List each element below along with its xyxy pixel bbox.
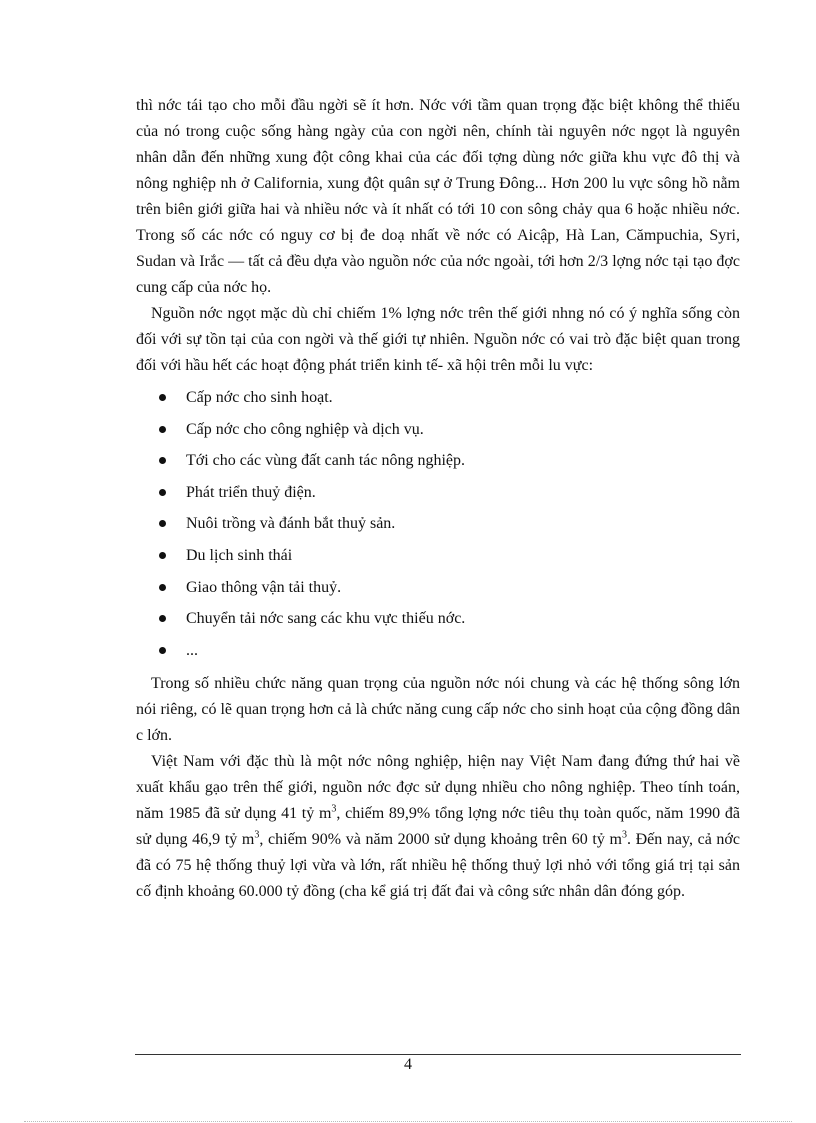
bullet-icon bbox=[159, 552, 166, 559]
list-item: Chuyển tải nớc sang các khu vực thiếu nớc. bbox=[136, 606, 740, 638]
superscript: 3 bbox=[254, 830, 260, 842]
superscript: 3 bbox=[621, 830, 627, 842]
list-item: ... bbox=[136, 638, 740, 670]
bullet-icon bbox=[159, 489, 166, 496]
bullet-icon bbox=[159, 615, 166, 622]
bullet-icon bbox=[159, 426, 166, 433]
list-item: Nuôi trồng và đánh bắt thuỷ sản. bbox=[136, 511, 740, 543]
page-number: 4 bbox=[404, 1056, 412, 1073]
list-item: Cấp nớc cho công nghiệp và dịch vụ. bbox=[136, 417, 740, 449]
paragraph-2: Nguồn nớc ngọt mặc dù chỉ chiếm 1% lợng nớc trên thế giới nhng nó có ý nghĩa sống còn đối với sự tồn tại của con ngời và thế giới tự nhiên. Nguồn nớc có vai trò đặc biệt quan trong đối với hầu hết các hoạt động phát triển kinh tế- xã hội trên mỗi lu vực: bbox=[136, 305, 740, 374]
list-item: Phát triển thuỷ điện. bbox=[136, 480, 740, 512]
list-item: Cấp nớc cho sinh hoạt. bbox=[136, 385, 740, 417]
bullet-list bbox=[136, 385, 740, 669]
page-body bbox=[136, 93, 740, 905]
superscript: 3 bbox=[331, 804, 337, 816]
paragraph-1: thì nớc tái tạo cho mỗi đầu ngời sẽ ít hơn. Nớc với tầm quan trọng đặc biệt không thể thiếu của nó trong cuộc sống hàng ngày của con ngời nên, chính tài nguyên nớc ngọt là nguyên nhân dẫn đến những xung đột công khai của các đối tợng dùng nớc giữa khu vực đô thị và nông nghiệp nh ở California, xung đột quân sự ở Trung Đông... Hơn 200 lu vực sông hồ nằm trên biên giới giữa hai và nhiều nớc và ít nhất có tới 10 con sông chảy qua 6 hoặc nhiều nớc. Trong số các nớc có nguy cơ bị đe doạ nhất về nớc có Aicập, Hà Lan, Cămpuchia, Syri, Sudan và Irắc — tất cả đều dựa vào nguồn nớc của nớc ngoài, tới hơn 2/3 lợng nớc tại tạo đợc cung cấp của nớc họ. bbox=[136, 97, 740, 296]
bullet-icon bbox=[159, 394, 166, 401]
list-item: Giao thông vận tải thuỷ. bbox=[136, 575, 740, 607]
paragraph-3: Trong số nhiều chức năng quan trọng của nguồn nớc nói chung và các hệ thống sông lớn nói riêng, có lẽ quan trọng hơn cả là chức năng cung cấp nớc cho sinh hoạt của cộng đồng dân c lớn. bbox=[136, 675, 740, 745]
bullet-icon bbox=[159, 520, 166, 527]
footer-divider bbox=[135, 1054, 741, 1055]
list-item: Tới cho các vùng đất canh tác nông nghiệp. bbox=[136, 448, 740, 480]
bullet-icon bbox=[159, 647, 166, 654]
page-edge-dotted-line bbox=[24, 1121, 792, 1122]
paragraph-4: Việt Nam với đặc thù là một nớc nông nghiệp, hiện nay Việt Nam đang đứng thứ hai về xuất khẩu gạo trên thế giới, nguồn nớc đợc sử dụng nhiều cho nông nghiệp. Theo tính toán, năm 1985 đã sử dụng 41 tỷ $m^3$, chiếm 89,9% tổng lợng nớc tiêu thụ toàn quốc, năm 1990 đã sử dụng 46,9 tỷ $m^3$, chiếm 90% và năm 2000 sử dụng khoảng trên 60 tỷ $m^3$. Đến nay, cả nớc đã có 75 hệ thống thuỷ lợi vừa và lớn, rất nhiều hệ thống thuỷ lợi nhỏ với tổng giá trị tại sản cố định khoảng 60.000 tỷ đồng (cha kể giá trị đất đai và công sức nhân dân đóng góp. bbox=[136, 753, 740, 901]
bullet-icon bbox=[159, 584, 166, 591]
bullet-icon bbox=[159, 457, 166, 464]
list-item: Du lịch sinh thái bbox=[136, 543, 740, 575]
